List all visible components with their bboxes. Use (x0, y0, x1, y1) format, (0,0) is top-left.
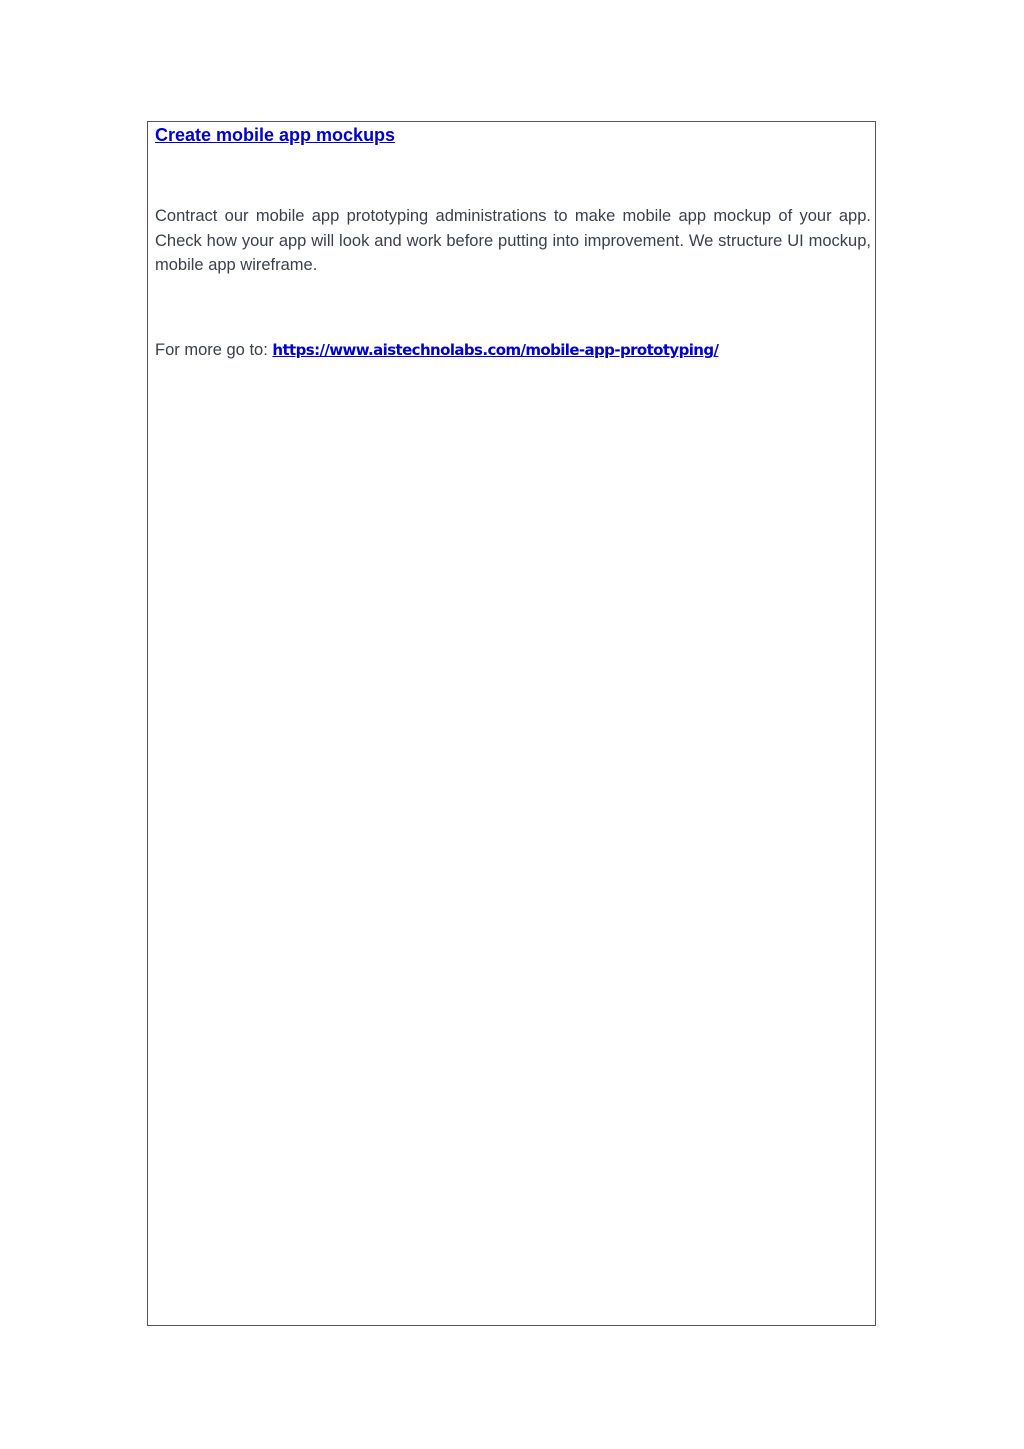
document-title-link[interactable]: Create mobile app mockups (155, 125, 396, 145)
document-body-text: Contract our mobile app prototyping administrations to make mobile app mockup of your app. Check how your app will look and work before putting into improvement. We structure UI mockup, mobile app wireframe. (155, 207, 871, 274)
more-info-line (155, 338, 718, 362)
more-info-link[interactable]: https://www.aistechnolabs.com/mobile-app-prototyping/ (272, 341, 719, 359)
more-info-prefix: For more go to: (155, 341, 268, 359)
document-frame (147, 121, 876, 1326)
